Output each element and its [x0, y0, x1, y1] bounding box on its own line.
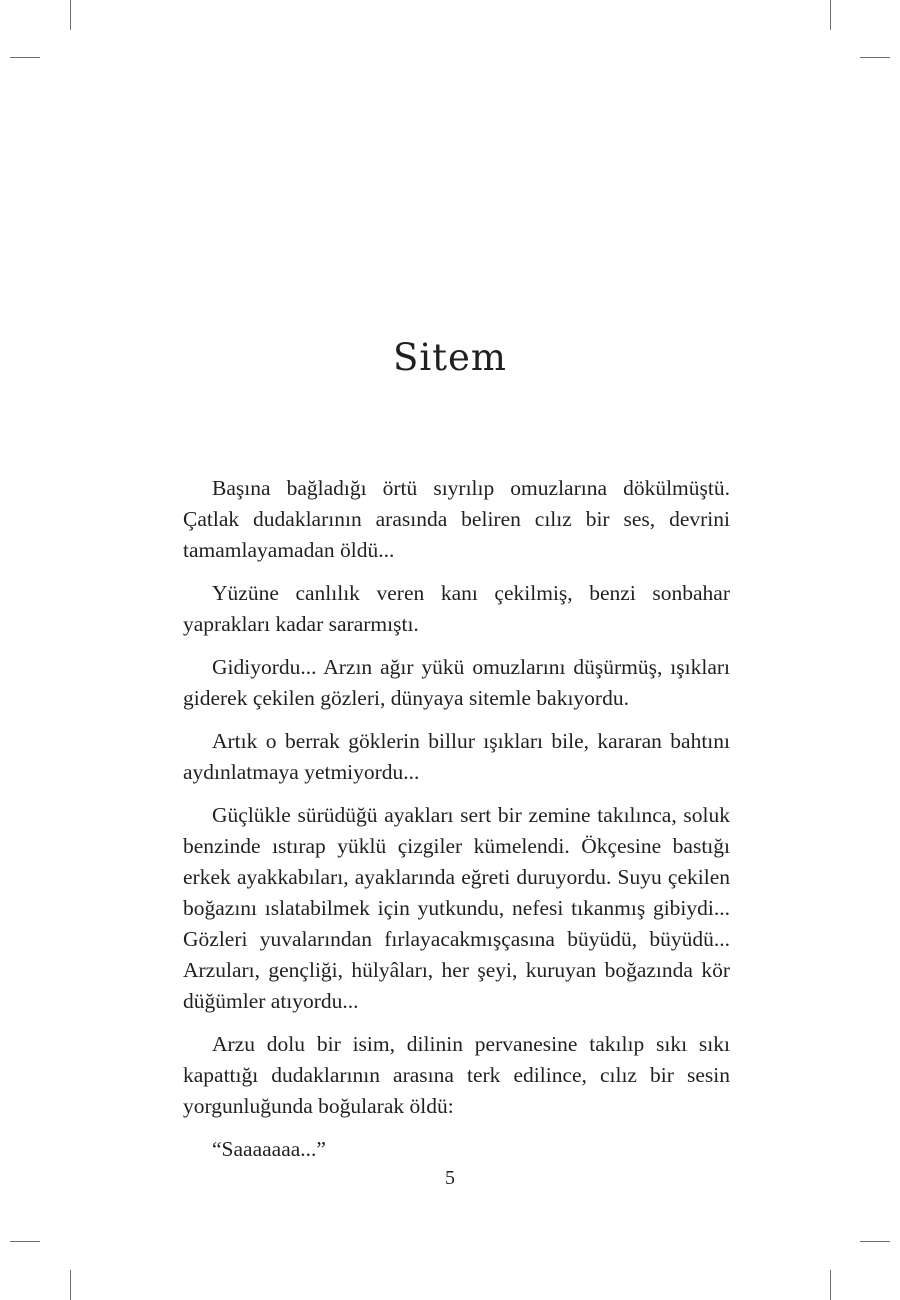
crop-mark-top-left-horizontal — [10, 57, 40, 58]
crop-mark-bottom-right-horizontal — [860, 1241, 890, 1242]
crop-mark-top-right-horizontal — [860, 57, 890, 58]
paragraph: Güçlükle sürüdüğü ayakları sert bir zemine takılınca, soluk benzinde ıstırap yüklü çizgiler kümelendi. Ökçesine bastığı erkek ayakkabıları, ayaklarında eğreti duruyordu. Suyu çekilen boğazını ıslatabilmek için yutkundu, nefesi tıkanmış gibiydi... Gözleri yuvalarından fırlayacakmışçasına büyüdü, büyüdü... Arzuları, gençliği, hülyâları, her şeyi, kuruyan boğazında kör düğümler atıyordu... — [183, 803, 730, 1013]
page-number: 5 — [445, 1167, 455, 1189]
paragraph: Başına bağladığı örtü sıyrılıp omuzlarına dökülmüştü. Çatlak dudaklarının arasında beliren cılız bir ses, devrini tamamlayamadan öldü... — [183, 476, 730, 562]
paragraph: “Saaaaaaa...” — [212, 1137, 326, 1161]
paragraph: Yüzüne canlılık veren kanı çekilmiş, benzi sonbahar yaprakları kadar sararmıştı. — [183, 581, 730, 636]
crop-mark-bottom-left-vertical — [70, 1270, 71, 1300]
crop-mark-bottom-left-horizontal — [10, 1241, 40, 1242]
crop-mark-top-right-vertical — [830, 0, 831, 30]
crop-mark-bottom-right-vertical — [830, 1270, 831, 1300]
crop-mark-top-left-vertical — [70, 0, 71, 30]
paragraph: Artık o berrak göklerin billur ışıkları bile, kararan bahtını aydınlatmaya yetmiyordu... — [183, 729, 730, 784]
chapter-body — [183, 473, 730, 1177]
paragraph: Arzu dolu bir isim, dilinin pervanesine takılıp sıkı sıkı kapattığı dudaklarının arasına terk edilince, cılız bir sesin yorgunluğunda boğularak öldü: — [183, 1032, 730, 1118]
chapter-title: Sitem — [392, 336, 508, 379]
paragraph: Gidiyordu... Arzın ağır yükü omuzlarını düşürmüş, ışıkları giderek çekilen gözleri, dünyaya sitemle bakıyordu. — [183, 655, 730, 710]
